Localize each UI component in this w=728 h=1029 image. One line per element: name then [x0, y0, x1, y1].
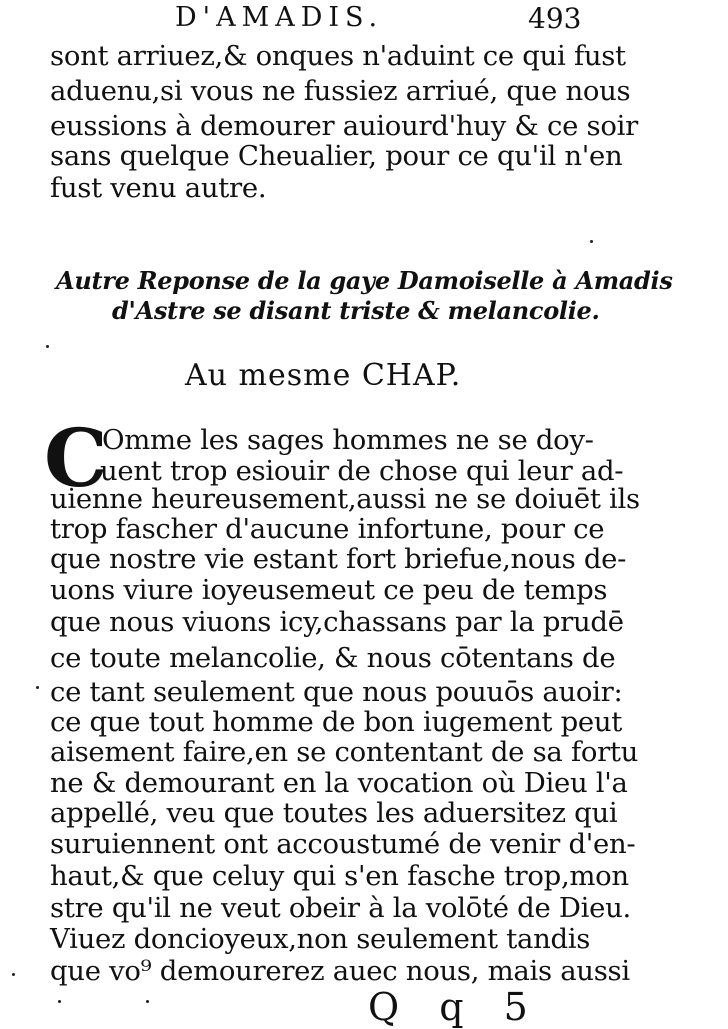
text-line: eussions à demourer auiourd'huy & ce soir [50, 110, 638, 142]
text-line: ne & demourant en la vocation où Dieu l'a [50, 767, 628, 799]
text-line: uent trop esiouir de chose qui leur ad- [100, 455, 624, 487]
ink-speck [36, 686, 39, 689]
ink-speck [590, 240, 593, 243]
ink-speck [12, 973, 15, 976]
text-line: sans quelque Cheualier, pour ce qu'il n'en [50, 140, 623, 172]
text-line: uons viure ioyeusemeut ce peu de temps [50, 574, 608, 606]
section-heading-line: Autre Reponse de la gaye Damoiselle à Amadis [56, 266, 673, 295]
text-line: ce toute melancolie, & nous cōtentans de [50, 642, 616, 674]
ink-speck [146, 1000, 149, 1003]
page-number: 493 [528, 2, 582, 35]
text-line: sont arriuez,& onques n'aduint ce qui fust [50, 40, 626, 72]
drop-cap: C [44, 411, 108, 505]
text-line: aduenu,si vous ne fussiez arriué, que nous [50, 75, 631, 107]
chapter-heading: Au mesme CHAP. [185, 358, 462, 393]
text-line: stre qu'il ne veut obeir à la volōté de Dieu. [50, 892, 631, 924]
text-line: ce que tout homme de bon iugement peut [50, 706, 623, 738]
text-line: que vo⁹ demourerez auec nous, mais aussi [50, 955, 630, 987]
text-line: uienne heureusement,aussi ne se doiuēt ils [50, 483, 640, 515]
text-line: Viuez doncioyeux,non seulement tandis [50, 923, 591, 955]
text-line: appellé, veu que toutes les aduersitez qui [50, 797, 618, 829]
text-line: trop fascher d'aucune infortune, pour ce [50, 513, 605, 545]
text-line: fust venu autre. [50, 172, 267, 204]
text-line: aisement faire,en se contentant de sa fortu [50, 736, 639, 768]
text-line: ce tant seulement que nous pouuōs auoir: [50, 676, 623, 708]
ink-speck [58, 1000, 61, 1003]
text-line: suruiennent ont accoustumé de venir d'en- [50, 828, 636, 860]
text-line: que nostre vie estant fort briefue,nous de- [50, 543, 627, 575]
section-heading-line: d'Astre se disant triste & melancolie. [112, 296, 600, 325]
text-line: Omme les sages hommes ne se doy- [102, 424, 594, 456]
signature-mark: Q q 5 [368, 985, 542, 1029]
text-line: que nous viuons icy,chassans par la prudē [50, 606, 624, 638]
running-head: D'AMADIS. [175, 2, 384, 33]
text-line: haut,& que celuy qui s'en fasche trop,mon [50, 860, 629, 892]
ink-speck [46, 345, 49, 348]
